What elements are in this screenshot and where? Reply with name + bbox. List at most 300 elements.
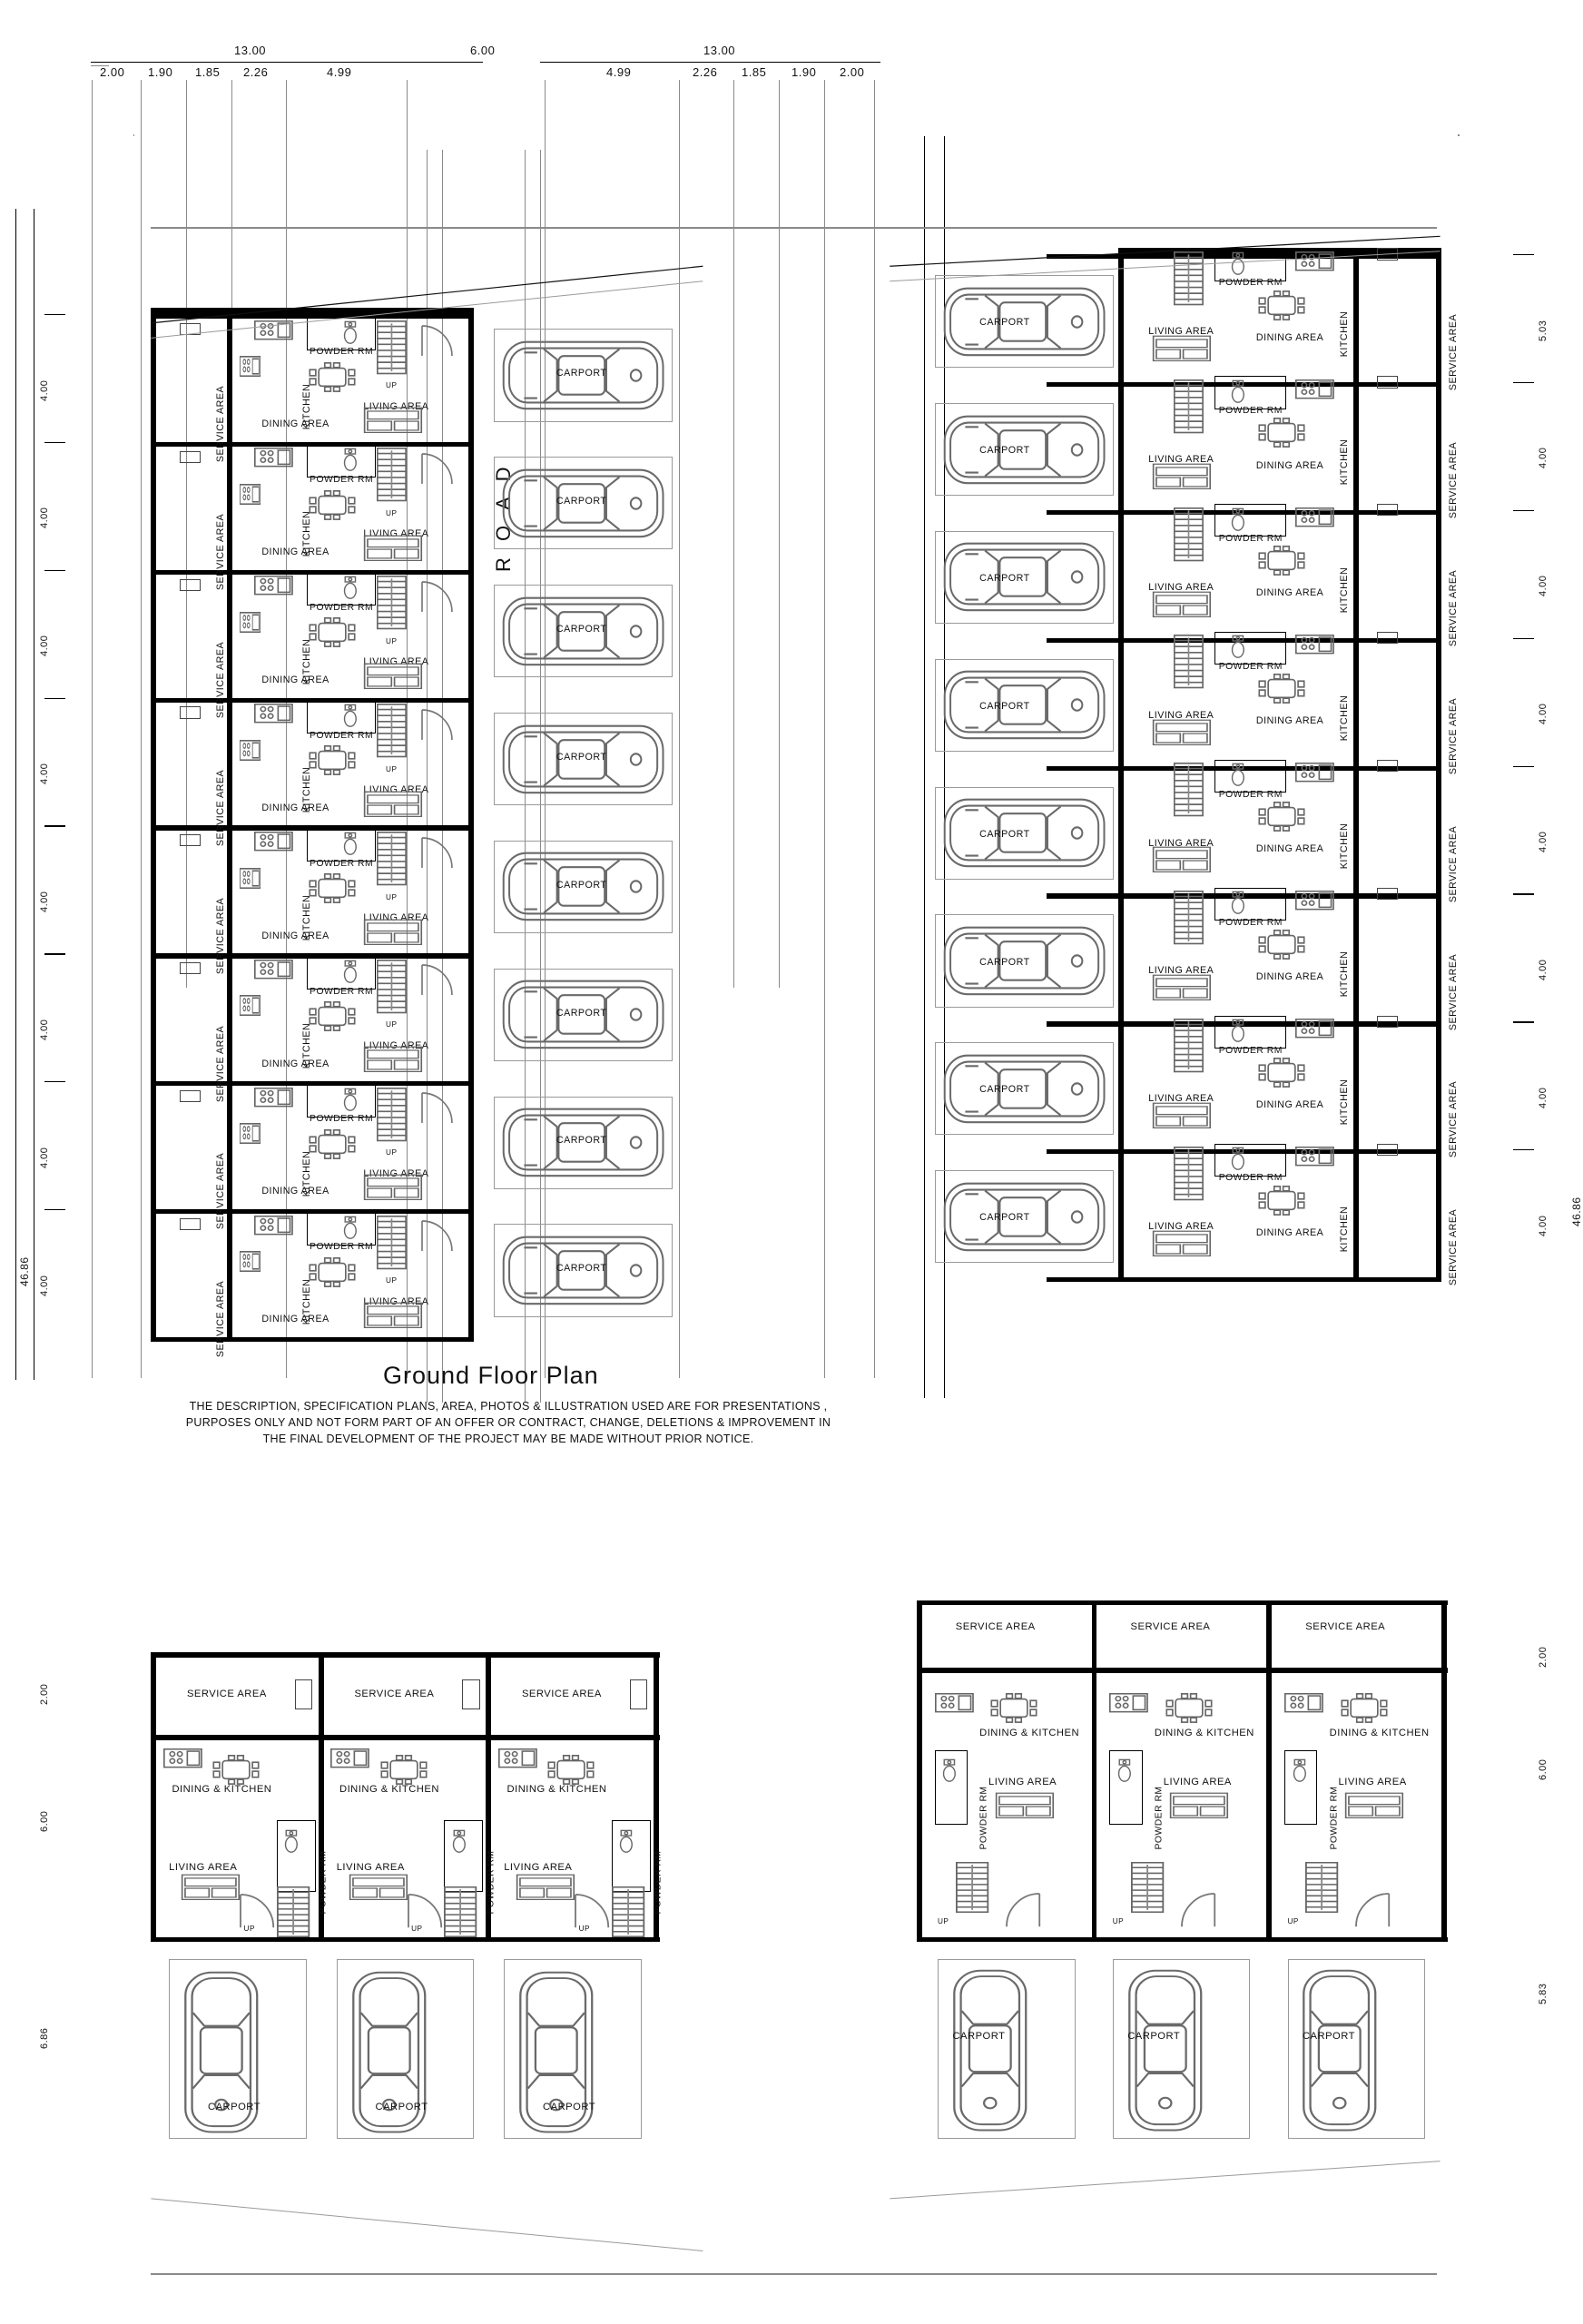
right-unit-4-stair — [1174, 763, 1204, 816]
left-block-inner-wall — [227, 308, 232, 1340]
right-bottom-unit-0-service-label: SERVICE AREA — [955, 1620, 1036, 1632]
left-bottom-unit-1-sofa — [349, 1874, 408, 1901]
left-bottom-unit-0-carport-label: CARPORT — [208, 2101, 261, 2112]
right-bottom-unit-1-living-label: LIVING AREA — [1163, 1777, 1232, 1788]
right-bottom-unit-1-up-label: UP — [1112, 1917, 1125, 1926]
dim-tick-right-4 — [1513, 766, 1534, 767]
dim-top-right-seg-1: 2.26 — [693, 65, 718, 79]
right-unit-4-kitchen-label: KITCHEN — [1339, 822, 1351, 870]
left-bottom-unit-2-powder-rm-label: POWDER RM — [653, 1850, 664, 1915]
left-bottom-unit-2-dining-kitchen-label: DINING & KITCHEN — [506, 1784, 607, 1796]
dim-left-7: 4.00 — [38, 1275, 50, 1296]
left-unit-1-dining-area-label: DINING AREA — [261, 547, 329, 558]
left-unit-0-powder-rm-label: POWDER RM — [310, 347, 374, 358]
dim-tick-left-6 — [44, 1081, 65, 1082]
dim-tick-right-0 — [1513, 254, 1534, 255]
right-bottom-unit-2-kitchen-counter — [1284, 1693, 1323, 1712]
right-unit-7-dining-area-label: DINING AREA — [1255, 1226, 1324, 1238]
left-unit-5-up-label: UP — [386, 1020, 398, 1029]
left-unit-2-carport-label: CARPORT — [556, 624, 607, 635]
left-bottom-unit-0-living-label: LIVING AREA — [169, 1862, 238, 1874]
left-bottom-unit-2-dining-table — [546, 1755, 596, 1785]
right-unit-0-dining-area-label: DINING AREA — [1255, 331, 1324, 343]
left-unit-6-carport-label: CARPORT — [556, 1135, 607, 1147]
left-unit-5-kitchen-sink — [240, 995, 261, 1016]
right-bottom-unit-0-powder-rm-label: POWDER RM — [979, 1786, 990, 1850]
right-unit-2-carport-label: CARPORT — [979, 572, 1030, 584]
left-unit-7-service-fixture — [180, 1218, 201, 1230]
right-unit-3-living-area-label: LIVING AREA — [1148, 709, 1214, 721]
left-unit-1-dining-table — [307, 490, 358, 520]
right-unit-5-dining-area-label: DINING AREA — [1255, 971, 1324, 983]
left-unit-6-dining-area-label: DINING AREA — [261, 1186, 329, 1197]
dim-tick-left-7 — [44, 1209, 65, 1210]
left-unit-0-service-fixture — [180, 323, 201, 335]
left-bottom-top-wall — [151, 1652, 659, 1658]
left-bottom-unit-2-kitchen-counter — [498, 1748, 537, 1768]
disclaimer-line-0: THE DESCRIPTION, SPECIFICATION PLANS, AREA, PHOTOS & ILLUSTRATION USED ARE FOR PRESENTATIONS , — [189, 1400, 828, 1413]
dim-top-overall-2: 13.00 — [703, 44, 736, 57]
left-unit-3-kitchen-sink — [240, 740, 261, 761]
right-unit-2-powder-rm-label: POWDER RM — [1218, 534, 1283, 545]
left-unit-3-powder-rm-label: POWDER RM — [310, 730, 374, 741]
right-unit-2-living-area-label: LIVING AREA — [1148, 581, 1214, 593]
right-unit-7-powder-rm-label: POWDER RM — [1218, 1173, 1283, 1184]
left-unit-1-kitchen-counter — [254, 448, 293, 467]
dim-tick-right-6 — [1513, 1021, 1534, 1022]
right-bottom-unit-1-stair — [1131, 1862, 1164, 1913]
right-bottom-unit-0-carport-label: CARPORT — [952, 2031, 1006, 2043]
site-boundary-top — [151, 227, 1437, 229]
grid-line — [874, 80, 875, 1378]
left-unit-6-kitchen-label: KITCHEN — [301, 1150, 313, 1196]
left-unit-5-dining-table — [307, 1001, 358, 1031]
dim-right-8: 2.00 — [1537, 1646, 1549, 1668]
right-bottom-unit-1-powder-rm-label: POWDER RM — [1154, 1786, 1165, 1850]
right-unit-1-dining-table — [1256, 418, 1307, 448]
right-unit-7-kitchen-label: KITCHEN — [1339, 1206, 1351, 1253]
right-unit-3-dining-table — [1256, 674, 1307, 704]
right-bottom-unit-1-car — [1122, 1968, 1209, 2132]
left-unit-7-kitchen-sink — [240, 1251, 261, 1272]
right-unit-4-kitchen-counter — [1295, 763, 1334, 782]
right-unit-2-toilet — [1229, 507, 1247, 533]
dim-top-right-seg-0: 4.99 — [606, 65, 632, 79]
left-unit-0-door-swing — [422, 326, 452, 356]
right-unit-5-kitchen-label: KITCHEN — [1339, 950, 1351, 997]
left-unit-6-service-area-label: SERVICE AREA — [215, 1153, 227, 1230]
right-unit-1-stair — [1174, 379, 1204, 433]
dim-left-1: 4.00 — [38, 507, 50, 529]
right-unit-6-stair — [1174, 1019, 1204, 1072]
right-bottom-unit-1-door-swing — [1182, 1894, 1214, 1926]
left-bottom-unit-1-toilet — [450, 1829, 468, 1855]
dim-left-8: 2.00 — [38, 1683, 50, 1706]
left-bottom-unit-0-kitchen-counter — [163, 1748, 202, 1768]
right-bottom-unit-2-car — [1296, 1968, 1383, 2132]
left-bottom-unit-1-dining-table — [379, 1755, 429, 1785]
right-bottom-unit-1-service-label: SERVICE AREA — [1130, 1620, 1211, 1632]
right-unit-3-dining-area-label: DINING AREA — [1255, 715, 1324, 727]
left-unit-4-dining-area-label: DINING AREA — [261, 930, 329, 941]
right-bottom-unit-2-door-swing — [1356, 1894, 1389, 1926]
right-unit-6-service-fixture — [1377, 1016, 1398, 1028]
grid-line — [779, 80, 780, 988]
left-unit-0-up-label: UP — [386, 381, 398, 390]
left-unit-6-kitchen-counter — [254, 1088, 293, 1107]
left-bottom-unit-1-up-label: UP — [411, 1925, 423, 1934]
left-unit-5-service-fixture — [180, 962, 201, 974]
left-unit-1-service-area-label: SERVICE AREA — [215, 514, 227, 591]
left-unit-2-kitchen-counter — [254, 576, 293, 595]
right-unit-7-sofa — [1152, 1230, 1212, 1257]
left-unit-7-living-area-label: LIVING AREA — [363, 1295, 429, 1307]
dim-top-overall-1: 6.00 — [470, 44, 496, 57]
left-bottom-unit-2-service-label: SERVICE AREA — [521, 1689, 602, 1700]
left-unit-7-dining-table — [307, 1257, 358, 1287]
left-unit-1-living-area-label: LIVING AREA — [363, 528, 429, 540]
left-unit-7-dining-area-label: DINING AREA — [261, 1314, 329, 1325]
left-unit-4-kitchen-sink — [240, 868, 261, 889]
dim-tick-right-7 — [1513, 1149, 1534, 1150]
left-bottom-unit-0-sofa — [181, 1874, 241, 1901]
left-unit-4-kitchen-counter — [254, 832, 293, 851]
right-unit-6-kitchen-counter — [1295, 1019, 1334, 1038]
left-unit-3-kitchen-counter — [254, 704, 293, 723]
dim-top-left-seg-1: 1.90 — [148, 65, 173, 79]
right-unit-4-service-area-label: SERVICE AREA — [1447, 825, 1459, 902]
right-unit-3-toilet — [1229, 635, 1247, 660]
left-unit-5-sofa — [363, 1046, 423, 1073]
right-unit-0-kitchen-counter — [1295, 251, 1334, 271]
left-unit-4-up-label: UP — [386, 892, 398, 901]
right-bottom-unit-0-toilet — [940, 1758, 959, 1784]
right-unit-6-carport-label: CARPORT — [979, 1084, 1030, 1096]
left-unit-2-dining-area-label: DINING AREA — [261, 675, 329, 686]
left-unit-3-sofa — [363, 791, 423, 818]
left-unit-6-service-fixture — [180, 1090, 201, 1102]
right-unit-3-sofa — [1152, 719, 1212, 746]
right-unit-4-living-area-label: LIVING AREA — [1148, 837, 1214, 849]
right-bottom-unit-1-dining-kitchen-label: DINING & KITCHEN — [1154, 1727, 1254, 1738]
left-unit-5-powder-rm-label: POWDER RM — [310, 986, 374, 997]
right-bottom-unit-2-up-label: UP — [1287, 1917, 1299, 1926]
right-unit-6-living-area-label: LIVING AREA — [1148, 1093, 1214, 1105]
dim-left-9: 6.00 — [38, 1810, 50, 1833]
right-bottom-unit-1-dining-table — [1164, 1693, 1214, 1723]
left-bottom-unit-0-service-fixture — [295, 1679, 313, 1709]
dim-left-2: 4.00 — [38, 635, 50, 657]
left-bottom-unit-2-service-fixture — [630, 1679, 648, 1709]
dim-left-3: 4.00 — [38, 763, 50, 785]
dim-right-3: 4.00 — [1537, 703, 1549, 725]
dim-tick-left-0 — [44, 314, 65, 315]
left-unit-5-kitchen-label: KITCHEN — [301, 1022, 313, 1069]
right-unit-7-toilet — [1229, 1147, 1247, 1172]
left-unit-3-door-swing — [422, 710, 452, 740]
left-bottom-unit-2-toilet — [617, 1829, 635, 1855]
left-bottom-unit-2-living-label: LIVING AREA — [504, 1862, 573, 1874]
left-unit-2-door-swing — [422, 582, 452, 612]
left-unit-0-living-area-label: LIVING AREA — [363, 400, 429, 412]
left-unit-1-toilet — [341, 448, 359, 473]
dim-right-7: 4.00 — [1537, 1215, 1549, 1236]
dim-tick-left-1 — [44, 442, 65, 443]
left-unit-1-up-label: UP — [386, 508, 398, 517]
left-unit-7-door-swing — [422, 1221, 452, 1251]
left-unit-2-kitchen-sink — [240, 612, 261, 633]
right-unit-6-powder-room — [1214, 1016, 1286, 1049]
right-unit-4-dining-table — [1256, 802, 1307, 832]
right-block-party-wall — [1047, 1277, 1441, 1282]
grid-line — [286, 80, 287, 1378]
left-unit-0-kitchen-counter — [254, 320, 293, 340]
left-unit-4-sofa — [363, 919, 423, 946]
left-unit-6-up-label: UP — [386, 1148, 398, 1157]
left-unit-5-dining-area-label: DINING AREA — [261, 1058, 329, 1069]
dim-tick-right-2 — [1513, 510, 1534, 511]
dim-line-right-chain — [924, 136, 925, 1398]
right-unit-7-service-fixture — [1377, 1144, 1398, 1156]
right-unit-3-stair — [1174, 635, 1204, 688]
right-unit-1-living-area-label: LIVING AREA — [1148, 454, 1214, 466]
left-unit-3-carport-label: CARPORT — [556, 751, 607, 763]
right-bottom-party-wall — [917, 1600, 922, 1942]
left-unit-5-carport-label: CARPORT — [556, 1007, 607, 1019]
right-unit-3-kitchen-counter — [1295, 635, 1334, 654]
dim-line-top-right — [599, 62, 880, 63]
left-unit-0-carport-label: CARPORT — [556, 368, 607, 379]
dim-right-6: 4.00 — [1537, 1087, 1549, 1108]
dim-left-5: 4.00 — [38, 1019, 50, 1040]
right-unit-0-toilet — [1229, 251, 1247, 277]
left-unit-3-stair — [377, 704, 407, 757]
right-unit-2-dining-area-label: DINING AREA — [1255, 587, 1324, 599]
left-block-left-wall — [151, 308, 156, 1340]
left-bottom-unit-1-service-fixture — [462, 1679, 480, 1709]
left-unit-7-powder-rm-label: POWDER RM — [310, 1242, 374, 1253]
right-unit-1-kitchen-counter — [1295, 379, 1334, 399]
right-unit-0-carport-label: CARPORT — [979, 317, 1030, 329]
dim-top-left-seg-4: 4.99 — [327, 65, 352, 79]
right-unit-4-toilet — [1229, 763, 1247, 788]
left-unit-2-stair — [377, 576, 407, 629]
left-unit-2-service-area-label: SERVICE AREA — [215, 641, 227, 719]
grid-line — [679, 80, 680, 1378]
right-block-inner-wall — [1353, 248, 1359, 1280]
right-unit-4-sofa — [1152, 846, 1212, 873]
right-unit-3-powder-room — [1214, 632, 1286, 665]
dim-tick-right-3 — [1513, 638, 1534, 639]
dim-left-10: 6.86 — [38, 2027, 50, 2050]
dim-right-2: 4.00 — [1537, 575, 1549, 597]
left-bottom-unit-2-stair — [612, 1886, 644, 1937]
right-unit-6-toilet — [1229, 1019, 1247, 1044]
right-bottom-unit-1-kitchen-counter — [1109, 1693, 1148, 1712]
left-unit-4-service-area-label: SERVICE AREA — [215, 897, 227, 974]
left-bottom-unit-2-sofa — [516, 1874, 575, 1901]
left-unit-3-up-label: UP — [386, 764, 398, 773]
right-bottom-unit-2-dining-kitchen-label: DINING & KITCHEN — [1329, 1727, 1430, 1738]
right-unit-6-dining-table — [1256, 1058, 1307, 1088]
right-bottom-unit-1-toilet — [1116, 1758, 1134, 1784]
left-unit-6-sofa — [363, 1174, 423, 1201]
dim-top-left-seg-2: 1.85 — [195, 65, 221, 79]
grid-line — [186, 80, 187, 988]
left-unit-7-stair — [377, 1216, 407, 1269]
dim-tick-left-2 — [44, 570, 65, 571]
left-unit-7-up-label: UP — [386, 1276, 398, 1285]
left-unit-1-door-swing — [422, 454, 452, 484]
right-bottom-unit-0-dining-table — [988, 1693, 1039, 1723]
right-unit-2-powder-room — [1214, 504, 1286, 537]
left-bottom-unit-0-powder-rm-label: POWDER RM — [318, 1850, 329, 1915]
left-unit-5-service-area-label: SERVICE AREA — [215, 1025, 227, 1102]
left-bottom-unit-0-dining-kitchen-label: DINING & KITCHEN — [172, 1784, 272, 1796]
road-label: R O A D — [492, 461, 515, 572]
left-block-party-wall — [151, 1337, 474, 1342]
right-unit-4-service-fixture — [1377, 760, 1398, 772]
left-bottom-unit-1-dining-kitchen-label: DINING & KITCHEN — [339, 1784, 439, 1796]
right-unit-5-carport-label: CARPORT — [979, 956, 1030, 968]
right-unit-6-powder-rm-label: POWDER RM — [1218, 1045, 1283, 1056]
right-unit-3-service-fixture — [1377, 632, 1398, 644]
right-unit-2-kitchen-label: KITCHEN — [1339, 566, 1351, 614]
right-unit-5-toilet — [1229, 891, 1247, 916]
dim-top-right-seg-4: 2.00 — [840, 65, 865, 79]
left-unit-3-living-area-label: LIVING AREA — [363, 784, 429, 796]
site-boundary-right — [1458, 134, 1460, 136]
grid-line — [92, 80, 93, 1378]
right-unit-7-dining-table — [1256, 1186, 1307, 1216]
left-bottom-unit-1-living-label: LIVING AREA — [336, 1862, 405, 1874]
right-bottom-unit-2-powder-rm-label: POWDER RM — [1329, 1786, 1340, 1850]
right-unit-3-carport-label: CARPORT — [979, 700, 1030, 712]
left-unit-1-powder-rm-label: POWDER RM — [310, 475, 374, 486]
left-unit-1-sofa — [363, 535, 423, 562]
dim-left-6: 4.00 — [38, 1147, 50, 1168]
plan-title: Ground Floor Plan — [383, 1362, 599, 1389]
right-bottom-unit-0-stair — [956, 1862, 988, 1913]
right-unit-0-service-fixture — [1377, 248, 1398, 260]
right-block-left-wall — [1118, 248, 1124, 1280]
right-bottom-unit-2-carport-label: CARPORT — [1302, 2031, 1355, 2043]
right-bottom-unit-0-up-label: UP — [937, 1917, 949, 1926]
right-bottom-unit-0-living-label: LIVING AREA — [988, 1777, 1057, 1788]
disclaimer-line-2: THE FINAL DEVELOPMENT OF THE PROJECT MAY BE MADE WITHOUT PRIOR NOTICE. — [262, 1433, 754, 1445]
left-unit-1-kitchen-sink — [240, 484, 261, 505]
left-unit-0-dining-table — [307, 362, 358, 392]
disclaimer-line-1: PURPOSES ONLY AND NOT FORM PART OF AN OFFER OR CONTRACT, CHANGE, DELETIONS & IMPROVEMENT IN — [185, 1416, 831, 1429]
left-unit-7-kitchen-label: KITCHEN — [301, 1278, 313, 1324]
dim-top-left-seg-3: 2.26 — [243, 65, 269, 79]
left-unit-3-service-fixture — [180, 706, 201, 718]
left-unit-7-kitchen-counter — [254, 1216, 293, 1235]
left-unit-0-dining-area-label: DINING AREA — [261, 419, 329, 430]
dim-right-9: 6.00 — [1537, 1758, 1549, 1780]
right-unit-7-powder-room — [1214, 1144, 1286, 1177]
right-unit-0-stair — [1174, 251, 1204, 305]
left-unit-4-door-swing — [422, 838, 452, 868]
right-unit-2-service-area-label: SERVICE AREA — [1447, 569, 1459, 647]
left-unit-7-sofa — [363, 1302, 423, 1329]
right-bottom-unit-0-kitchen-counter — [935, 1693, 974, 1712]
left-unit-7-toilet — [341, 1216, 359, 1241]
right-unit-5-powder-room — [1214, 888, 1286, 921]
left-unit-2-toilet — [341, 576, 359, 601]
right-unit-6-service-area-label: SERVICE AREA — [1447, 1081, 1459, 1158]
left-unit-1-stair — [377, 448, 407, 501]
dim-line-top-left — [91, 62, 483, 63]
right-unit-4-powder-rm-label: POWDER RM — [1218, 789, 1283, 800]
right-unit-3-powder-rm-label: POWDER RM — [1218, 662, 1283, 673]
left-unit-6-door-swing — [422, 1093, 452, 1123]
left-unit-1-service-fixture — [180, 451, 201, 463]
left-unit-7-service-area-label: SERVICE AREA — [215, 1281, 227, 1358]
right-bottom-unit-1-sofa — [1169, 1792, 1229, 1819]
left-unit-0-toilet — [341, 320, 359, 346]
left-unit-2-up-label: UP — [386, 636, 398, 645]
right-unit-5-service-fixture — [1377, 888, 1398, 900]
right-bottom-unit-2-dining-table — [1339, 1693, 1390, 1723]
left-bottom-unit-0-door-swing — [241, 1895, 273, 1927]
right-unit-0-powder-room — [1214, 248, 1286, 281]
right-unit-5-dining-table — [1256, 930, 1307, 960]
left-unit-5-toilet — [341, 960, 359, 985]
right-unit-2-sofa — [1152, 591, 1212, 618]
dim-left-4: 4.00 — [38, 891, 50, 912]
left-unit-3-dining-area-label: DINING AREA — [261, 802, 329, 813]
left-bottom-mid-wall — [151, 1735, 659, 1740]
right-bottom-unit-0-car — [947, 1968, 1034, 2132]
left-unit-5-door-swing — [422, 965, 452, 995]
right-unit-1-kitchen-label: KITCHEN — [1339, 439, 1351, 486]
dim-tick-left-4 — [44, 825, 65, 826]
left-unit-0-kitchen-sink — [240, 356, 261, 377]
left-unit-1-carport-label: CARPORT — [556, 496, 607, 507]
right-bottom-party-wall — [1266, 1600, 1272, 1942]
left-unit-4-service-fixture — [180, 834, 201, 846]
right-unit-1-dining-area-label: DINING AREA — [1255, 459, 1324, 471]
right-bottom-unit-2-toilet — [1291, 1758, 1309, 1784]
left-unit-2-sofa — [363, 663, 423, 690]
left-unit-2-service-fixture — [180, 579, 201, 591]
left-unit-4-stair — [377, 832, 407, 885]
left-bottom-party-wall — [151, 1652, 156, 1941]
left-unit-5-kitchen-counter — [254, 960, 293, 979]
right-bottom-unit-1-carport-label: CARPORT — [1127, 2031, 1181, 2043]
left-bottom-unit-2-door-swing — [575, 1895, 608, 1927]
left-unit-4-carport-label: CARPORT — [556, 879, 607, 891]
left-unit-0-kitchen-label: KITCHEN — [301, 383, 313, 429]
left-unit-6-dining-table — [307, 1129, 358, 1159]
site-boundary-bottom — [151, 2273, 1437, 2275]
right-unit-1-service-fixture — [1377, 376, 1398, 388]
right-bottom-unit-2-living-label: LIVING AREA — [1338, 1777, 1407, 1788]
dim-right-4: 4.00 — [1537, 831, 1549, 853]
dim-tick-left-3 — [44, 698, 65, 699]
left-block-right-wall — [468, 308, 474, 1340]
grid-line — [141, 80, 142, 1378]
right-unit-6-kitchen-label: KITCHEN — [1339, 1078, 1351, 1125]
left-bottom-unit-1-kitchen-counter — [330, 1748, 369, 1768]
right-unit-4-dining-area-label: DINING AREA — [1255, 843, 1324, 855]
left-unit-6-kitchen-sink — [240, 1123, 261, 1144]
left-bottom-unit-1-powder-rm-label: POWDER RM — [486, 1850, 497, 1915]
right-unit-1-service-area-label: SERVICE AREA — [1447, 441, 1459, 519]
dim-right-1: 4.00 — [1537, 448, 1549, 469]
right-unit-2-kitchen-counter — [1295, 507, 1334, 527]
